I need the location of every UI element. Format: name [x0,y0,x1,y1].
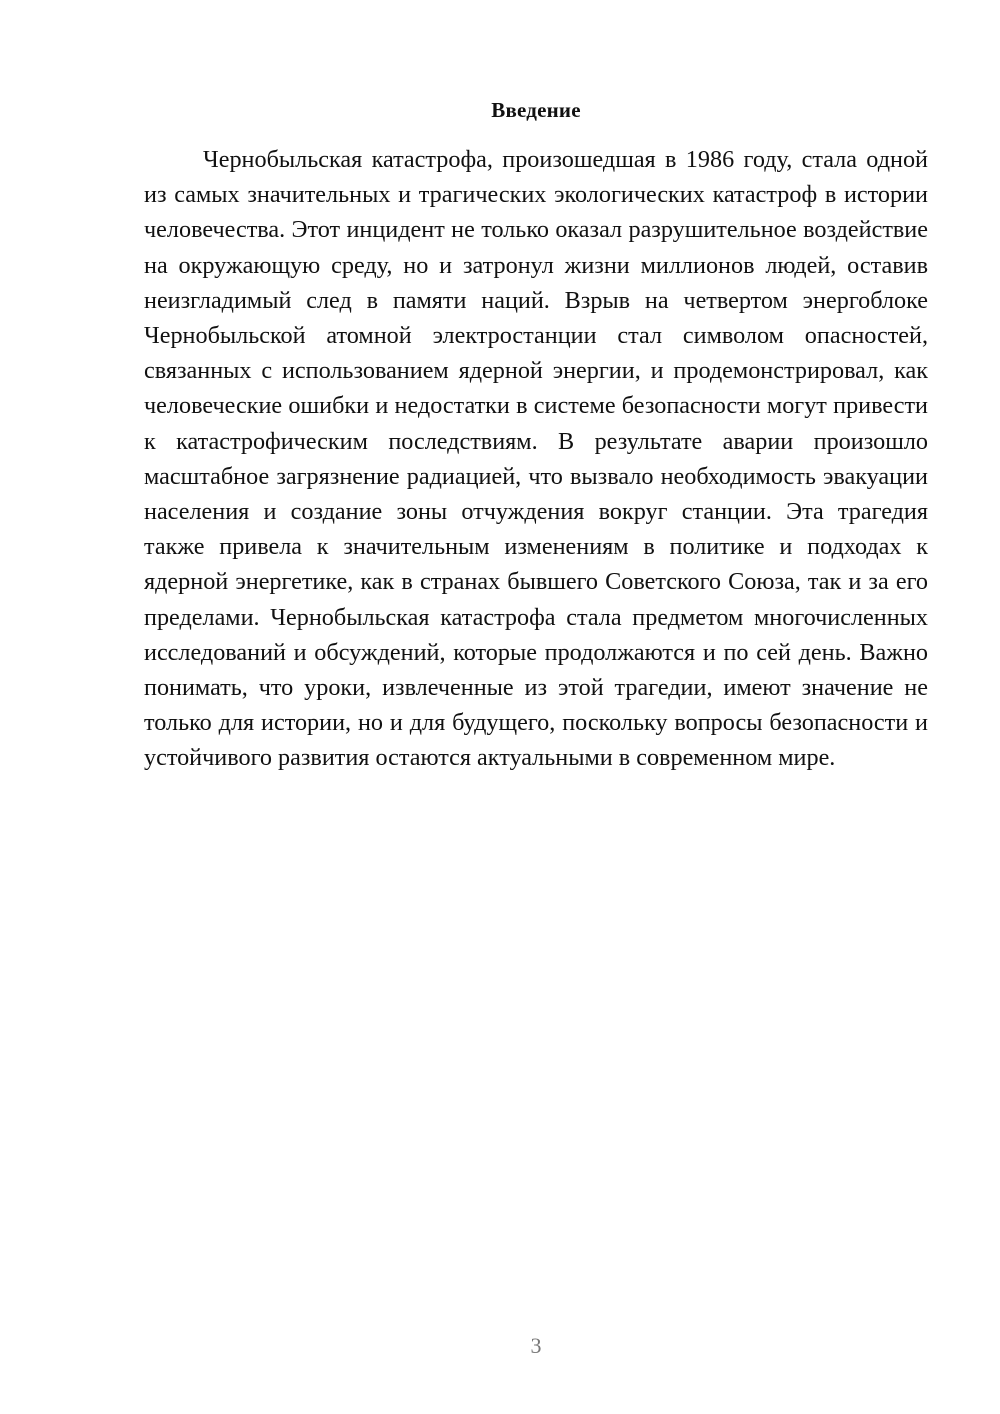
page-number: 3 [530,1333,542,1358]
body-paragraph: Чернобыльская катастрофа, произошедшая в 1986 году, стала одной из самых значительных и трагических экологических катастроф в истории человечества. Этот инцидент не только оказал разрушительное воздействие на окружающую среду, но и затронул жизни миллионов людей, оставив неизгладимый след в памяти наций. Взрыв на четвертом энергоблоке Чернобыльской атомной электростанции стал символом опасностей, связанных с использованием ядерной энергии, и продемонстрировал, как человеческие ошибки и недостатки в системе безопасности могут привести к катастрофическим последствиям. В результате аварии произошло масштабное загрязнение радиацией, что вызвало необходимость эвакуации населения и создание зоны отчуждения вокруг станции. Эта трагедия также привела к значительным изменениям в политике и подходах к ядерной энергетике, как в странах бывшего Советского Союза, так и за его пределами. Чернобыльская катастрофа стала предметом многочисленных исследований и обсуждений, которые продолжаются и по сей день. Важно понимать, что уроки, извлеченные из этой трагедии, имеют значение не только для истории, но и для будущего, поскольку вопросы безопасности и устойчивого развития остаются актуальными в современном мире. [144,146,928,772]
page-heading: Введение [491,98,581,122]
